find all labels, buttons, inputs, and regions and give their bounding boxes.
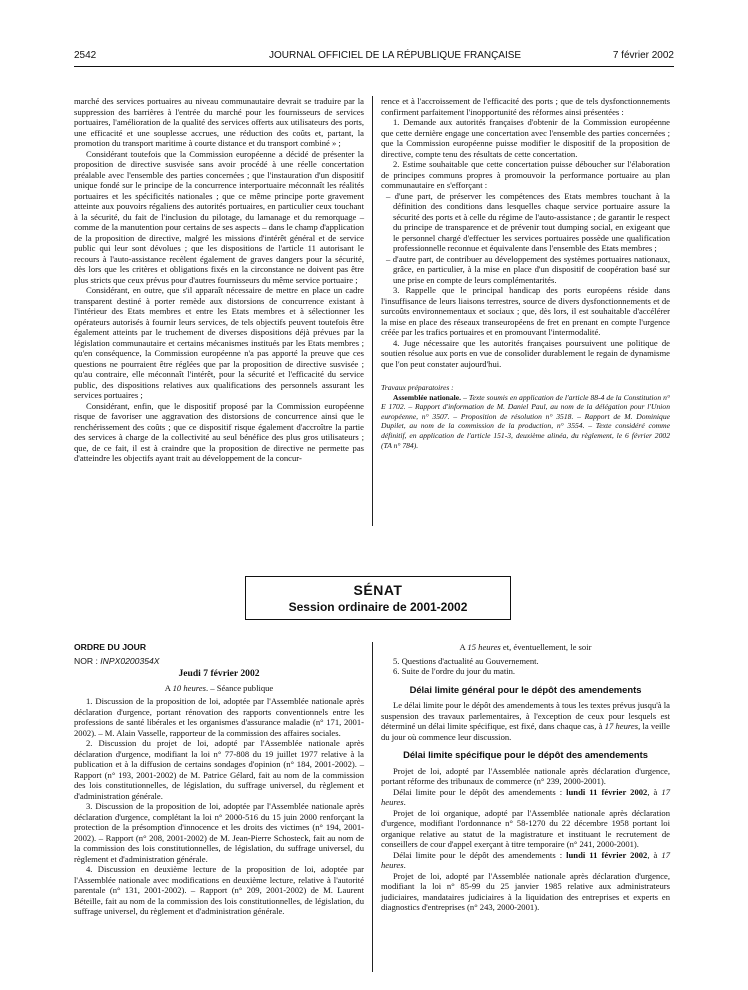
deadline-time: 17 heures [604, 721, 639, 731]
deadline-line [381, 850, 670, 871]
nor-value: INPX0200354X [100, 655, 160, 666]
upper-right-column [381, 96, 670, 450]
page-number: 2542 [74, 50, 97, 61]
travaux-text: – Texte soumis en application de l'article 88-4 de la Constitution n° E 1702. – Rapport d'information de M. Daniel Paul, au nom de la délégation pour l'Union européenne, n° 3507. – Proposition de résolution n° 3518. – Rapport de M. Dominique Dupilet, au nom de la commission de la production, n° 3554. – Texte considéré comme définitif, en application de l'article 151-3, deuxième alinéa, du règlement, le 6 février 2002 (TA n° 784). [381, 392, 670, 450]
text: , à [647, 786, 662, 797]
travaux-heading: Travaux préparatoires : [381, 383, 454, 392]
paragraph: Considérant, en outre, que s'il apparaît nécessaire de mettre en place un cadre transparent destiné à porter remède aux distorsions de concurrence existant à l'intérieur des Etats membres et entre les Etats membres et à sélectionner les opérateurs autorisés à fournir leurs services, de tels objectifs peuvent toutefois être également atteints par le truchement de diverses dispositions déjà prévues par la législation communautaire et certains mécanismes institués par les Etats membres ; qu'en conséquence, la Commission européenne n'a pas apporté la preuve que ces questions ne pourraient être réglées que par la proposition de directive susvisée ; qu'au contraire, elle méconnaît l'intérêt, pour la sécurité et l'efficacité du service public, des dispositions relatives aux qualifications des personnels assurant les services portuaires ; [74, 285, 364, 400]
ordre-heading: ORDRE DU JOUR [74, 642, 147, 652]
bill-description: Projet de loi, adopté par l'Assemblée nationale après déclaration d'urgence, portant réforme des tribunaux de commerce (n° 239, 2000-2001). [381, 765, 670, 786]
travaux-body [381, 393, 670, 451]
page-header [74, 50, 674, 64]
time-value: 15 heures [467, 642, 501, 652]
deadline-label: Délai limite pour le dépôt des amendements : [393, 849, 567, 860]
resolution-item-1: 1. Demande aux autorités françaises d'obtenir de la Commission européenne que cette dernière engage une concertation avec l'ensemble des parties concernées ; que la Commission européenne puisse modifier le dispositif de la proposition de directive, compte tenu des résultats de cette concertation. [381, 117, 670, 159]
resolution-item-3: 3. Rappelle que le principal handicap des ports européens réside dans l'insuffisance de leurs liaisons terrestres, source de divers dysfonctionnements et de surcoûts environnementaux et sociaux ; que, dès lors, il est souhaitable d'accélérer la mise en place des réseaux transeuropéens de fret en prenant en compte l'urgence créée par les trafics portuaires et en promouvant l'intermodalité. [381, 285, 670, 337]
time-prefix: A [164, 682, 173, 693]
general-deadline-text [381, 700, 670, 742]
agenda-item-3: 3. Discussion de la proposition de loi, adoptée par l'Assemblée nationale après déclaration d'urgence, complétant la loi n° 2000-516 du 15 juin 2000 renforçant la protection de la présomption d'innocence et les droits des victimes (n° 194, 2001-2002). – Rapport (n° 208, 2001-2002) de M. Jean-Pierre Schosteck, fait au nom de la commission des lois constitutionnelles, de législation, du suffrage universel, du règlement et d'administration générale. [74, 801, 364, 864]
day-heading: Jeudi 7 février 2002 [178, 668, 260, 679]
resolution-subitem: – d'autre part, de contribuer au développement des systèmes portuaires nationaux, grâce, en particulier, à la mise en place d'un dispositif de coopération basé sur une prise en compte de leurs complémentarités. [386, 253, 670, 285]
deadline-time: 17 heures [381, 849, 670, 870]
senat-heading-box [245, 576, 511, 620]
text: , à [647, 849, 662, 860]
agenda-item-5: 5. Questions d'actualité au Gouvernement. [393, 655, 539, 666]
nor-reference [74, 656, 364, 667]
text: . [403, 797, 406, 807]
senat-session: Session ordinaire de 2001-2002 [288, 600, 468, 614]
agenda-item-4: 4. Discussion en deuxième lecture de la proposition de loi, adoptée par l'Assemblée nationale avec modifications en deuxième lecture, relative à l'autorité parentale (n° 131, 2001-2002). – Rapport (n° 209, 2001-2002) de M. Laurent Béteille, fait au nom de la commission des lois constitutionnelles, de législation, du suffrage universel, du règlement et d'administration générale. [74, 864, 364, 916]
text: Le délai limite pour le dépôt des amendements à tous les textes prévus jusqu'à la suspension des travaux parlementaires, à l'exception de ceux pour lesquels est déterminé un délai limite spécifique, est fixé, dans chaque cas, à [381, 700, 670, 731]
resolution-item-4: 4. Juge nécessaire que les autorités françaises poursuivent une politique de soutien résolue aux ports en vue de consolider durablement le regain de dynamisme que l'on peut constater aujourd'hui. [381, 337, 670, 369]
time-value: 10 heures [172, 682, 206, 693]
agenda-item-2: 2. Discussion du projet de loi, adopté par l'Assemblée nationale après déclaration d'urgence, modifiant la loi n° 77-808 du 19 juillet 1977 relative à la publication et à la diffusion de certains sondages d'opinion (n° 184, 2001-2002). – Rapport (n° 193, 2001-2002) de M. Patrice Gélard, fait au nom de la commission des lois constitutionnelles, de législation, du suffrage universel, du règlement et d'administration générale. [74, 738, 364, 801]
deadline-line [381, 787, 670, 808]
resolution-subitem: – d'une part, de préserver les compétences des Etats membres touchant à la définition des conditions dans lesquelles chaque service portuaire assure la sécurité des ports et à celle du régime de l'auto-assistance ; de garantir le respect du principe de transparence et de prévenir tout dumping social, en exigeant que le personnel chargé d'effectuer les services portuaires possède une qualification professionnelle reconnue et équivalente dans l'ensemble des Etats membres ; [386, 190, 670, 253]
time-prefix: A [459, 642, 468, 652]
travaux-bold: Assemblée nationale. [393, 392, 462, 402]
paragraph: marché des services portuaires au niveau communautaire devrait se traduire par la suppression des barrières à l'entrée du marché pour les fournisseurs de services portuaires, l'amélioration de la qualité des services offerts aux utilisateurs des ports, une efficacité et une souplesse accrues, une réduction des coûts et, partant, la promotion du transport maritime à courte distance et du transport combiné » ; [74, 96, 364, 148]
agenda-item-1: 1. Discussion de la proposition de loi, adoptée par l'Assemblée nationale après déclaration d'urgence, portant rénovation des rapports conventionnels entre les professions de santé libérales et les organismes d'assurance maladie (n° 171, 2001-2002). – M. Alain Vasselle, rapporteur de la commission des affaires sociales. [74, 696, 364, 738]
column-divider [372, 642, 373, 972]
section-heading-general: Délai limite général pour le dépôt des amendements [409, 683, 642, 695]
paragraph: Considérant, enfin, que le dispositif proposé par la Commission européenne risque de favoriser une aggravation des distorsions de concurrence ainsi que le renchérissement des coûts ; que ce dispositif risque également d'accroître la partie des services à charge de la collectivité au seul bénéfice des plus gros utilisateurs ; que, de ce fait, il est à craindre que la proposition de directive ne permette pas d'atteindre les objectifs ayant trait au développement de la concur- [74, 400, 364, 463]
text: . [403, 860, 406, 870]
text: , la veille du jour où commence leur discussion. [381, 721, 670, 742]
header-rule [74, 66, 674, 67]
upper-left-column [74, 96, 364, 464]
lower-left-column [74, 642, 364, 917]
resolution-item-2: 2. Estime souhaitable que cette concertation puisse déboucher sur l'élaboration de principes communs propres à promouvoir la performance portuaire au plan communautaire en s'efforçant : [381, 159, 670, 190]
section-heading-specific: Délai limite spécifique pour le dépôt des amendements [403, 749, 648, 760]
agenda-item-6: 6. Suite de l'ordre du jour du matin. [393, 666, 516, 676]
paragraph: rence et à l'accroissement de l'efficacité des ports ; que de tels dysfonctionnements confirment parfaitement l'inopportunité des réformes ainsi présentées : [381, 96, 670, 117]
paragraph: Considérant toutefois que la Commission européenne a décidé de présenter la proposition de directive susvisée sans avoir procédé à une réelle concertation préalable avec l'ensemble des parties concernées ; que l'instauration d'un dispositif unique fondé sur le principe de la concurrence interportuaire méconnaît les réalités portuaires et les spécificités nationales ; que ce même principe porte gravement atteinte aux pouvoirs régaliens des autorités portuaires, en particulier ceux touchant à la sécurité, du fait de l'inclusion du pilotage, du lamanage et du remorquage – comme de la manutention pour certains de ses aspects – dans le champ d'application de la proposition de directive, malgré les missions d'intérêt général et de service public qui leur sont dévolues ; que les dispositions de l'article 11 autorisant le recours à l'auto-assistance recèlent également de graves dangers pour la sécurité, dès lors que les critères et obligations fixés en la circonstance ne doivent pas être plus stricts que ceux prévus pour d'autres fournisseurs du même service portuaire ; [74, 148, 364, 285]
session-time [74, 683, 364, 694]
deadline-time: 17 heures [381, 786, 670, 807]
deadline-label: Délai limite pour le dépôt des amendements : [393, 786, 567, 797]
column-divider [372, 96, 373, 526]
header-date: 7 février 2002 [612, 50, 674, 61]
session-time-2 [381, 642, 670, 653]
nor-label: NOR : [74, 655, 101, 666]
lower-right-column [381, 642, 670, 913]
senat-title: SÉNAT [353, 582, 403, 598]
bill-description: Projet de loi, adopté par l'Assemblée nationale après déclaration d'urgence, modifiant la loi n° 85-99 du 25 janvier 1985 relative aux administrateurs judiciaires, mandataires judiciaires à la liquidation des entreprises et experts en diagnostics d'entreprises (n° 243, 2000-2001). [381, 870, 670, 912]
deadline-date: lundi 11 février 2002 [566, 786, 648, 797]
deadline-date: lundi 11 février 2002 [566, 849, 648, 860]
bill-description: Projet de loi organique, adopté par l'Assemblée nationale après déclaration d'urgence, modifiant l'ordonnance n° 58-1270 du 22 décembre 1958 portant loi organique relative au statut de la magistrature et instituant le recrutement de conseillers de cour d'appel exerçant à titre temporaire (n° 241, 2000-2001). [381, 807, 670, 849]
time-suffix: et, éventuellement, le soir [500, 642, 592, 652]
journal-title: JOURNAL OFFICIEL DE LA RÉPUBLIQUE FRANÇAISE [269, 50, 522, 61]
time-suffix: . – Séance publique [205, 682, 274, 693]
